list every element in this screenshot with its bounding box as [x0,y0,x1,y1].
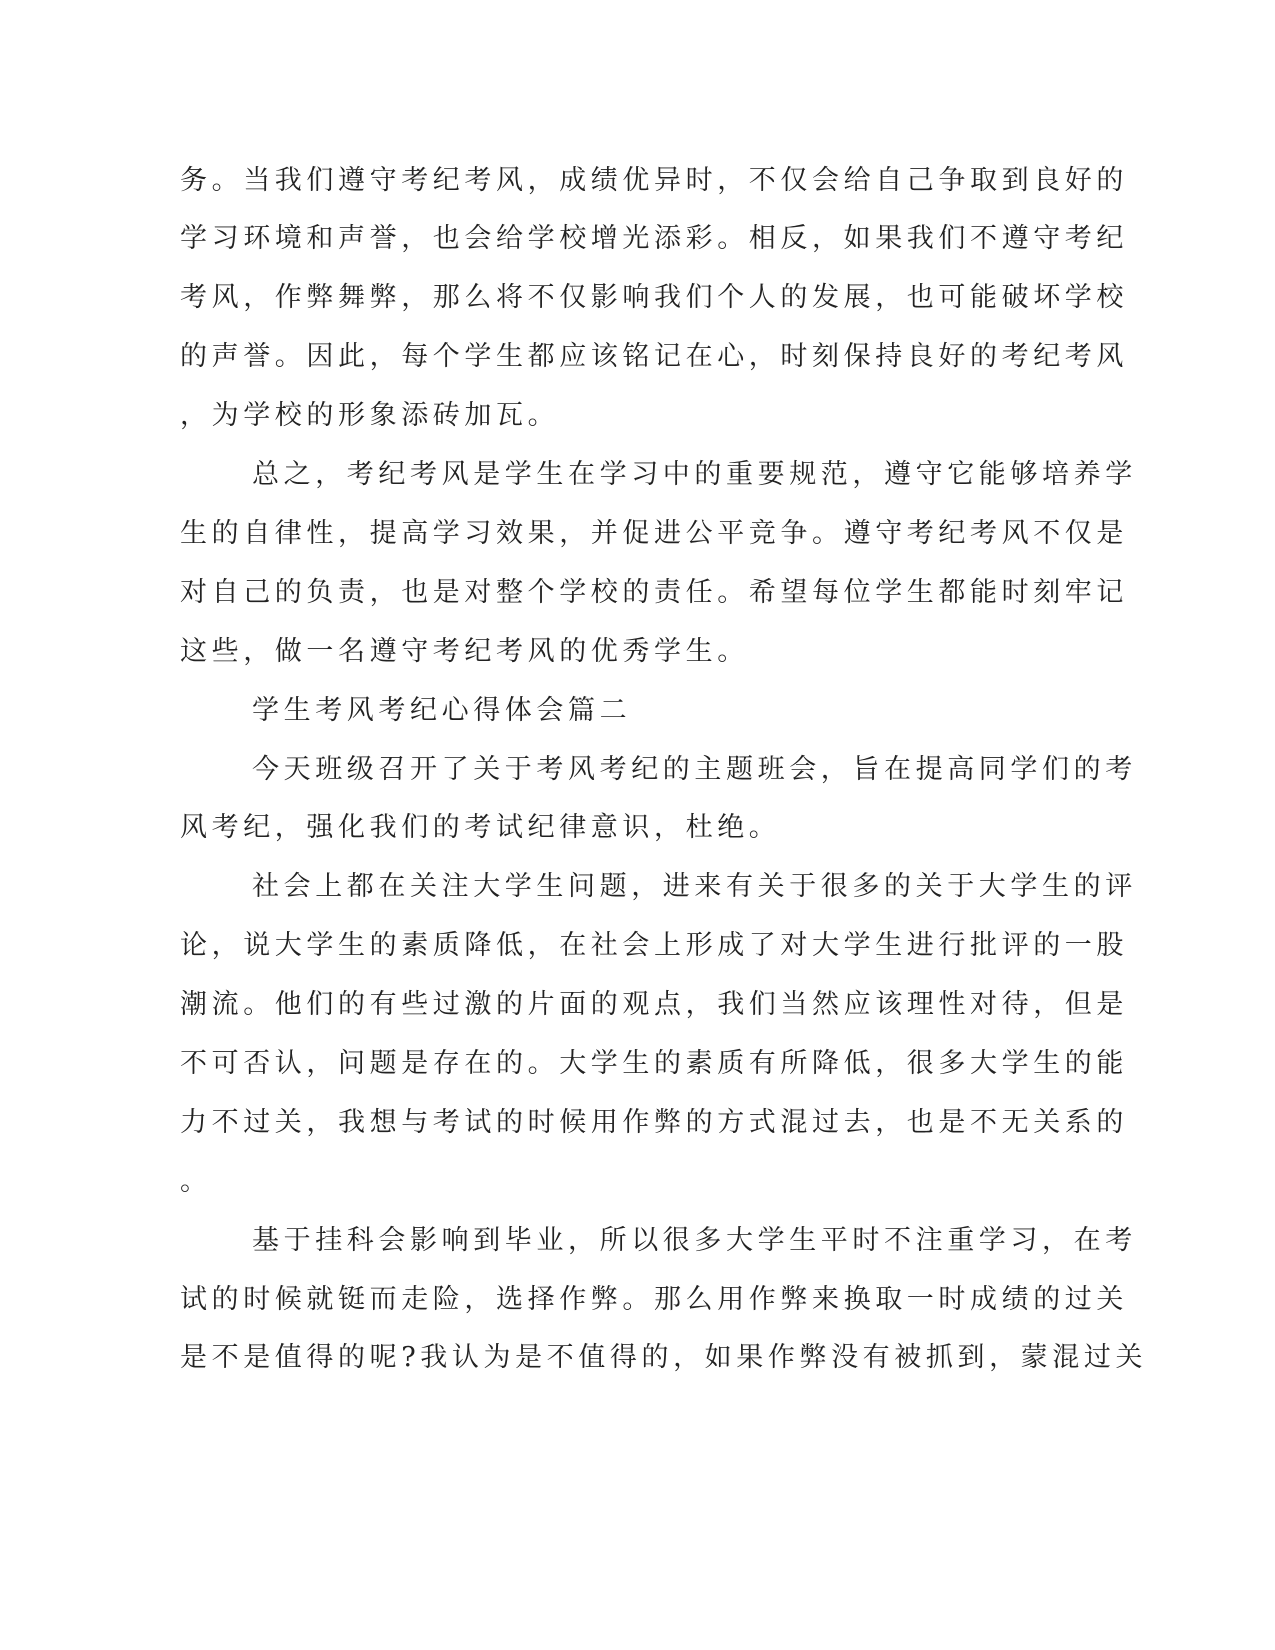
text-line: 学习环境和声誉，也会给学校增光添彩。相反，如果我们不遵守考纪 [180,223,1128,254]
text-line: 潮流。他们的有些过激的片面的观点，我们当然应该理性对待，但是 [180,989,1128,1020]
text-line: 论，说大学生的素质降低，在社会上形成了对大学生进行批评的一股 [180,930,1128,961]
text-line: 试的时候就铤而走险，选择作弊。那么用作弊来换取一时成绩的过关 [180,1284,1128,1315]
text-line: 。 [180,1166,212,1197]
paragraph-first-line: 基于挂科会影响到毕业，所以很多大学生平时不注重学习，在考 [252,1225,1137,1256]
text-line: 考风，作弊舞弊，那么将不仅影响我们个人的发展，也可能破坏学校 [180,282,1128,313]
text-line: 务。当我们遵守考纪考风，成绩优异时，不仅会给自己争取到良好的 [180,165,1128,196]
text-line: 的声誉。因此，每个学生都应该铭记在心，时刻保持良好的考纪考风 [180,341,1128,372]
text-line: 不可否认，问题是存在的。大学生的素质有所降低，很多大学生的能 [180,1048,1128,1079]
text-line: 是不是值得的呢?我认为是不值得的，如果作弊没有被抓到，蒙混过关 [180,1342,1148,1373]
paragraph-first-line: 今天班级召开了关于考风考纪的主题班会，旨在提高同学们的考 [252,754,1137,785]
text-line: 风考纪，强化我们的考试纪律意识，杜绝。 [180,812,781,843]
section-heading: 学生考风考纪心得体会篇二 [252,695,632,726]
text-line: 这些，做一名遵守考纪考风的优秀学生。 [180,636,749,667]
text-line: 生的自律性，提高学习效果，并促进公平竞争。遵守考纪考风不仅是 [180,518,1128,549]
text-line: ，为学校的形象添砖加瓦。 [180,400,560,431]
text-line: 力不过关，我想与考试的时候用作弊的方式混过去，也是不无关系的 [180,1107,1128,1138]
text-line: 对自己的负责，也是对整个学校的责任。希望每位学生都能时刻牢记 [180,577,1128,608]
paragraph-first-line: 总之，考纪考风是学生在学习中的重要规范，遵守它能够培养学 [252,459,1137,490]
paragraph-first-line: 社会上都在关注大学生问题，进来有关于很多的关于大学生的评 [252,871,1137,902]
